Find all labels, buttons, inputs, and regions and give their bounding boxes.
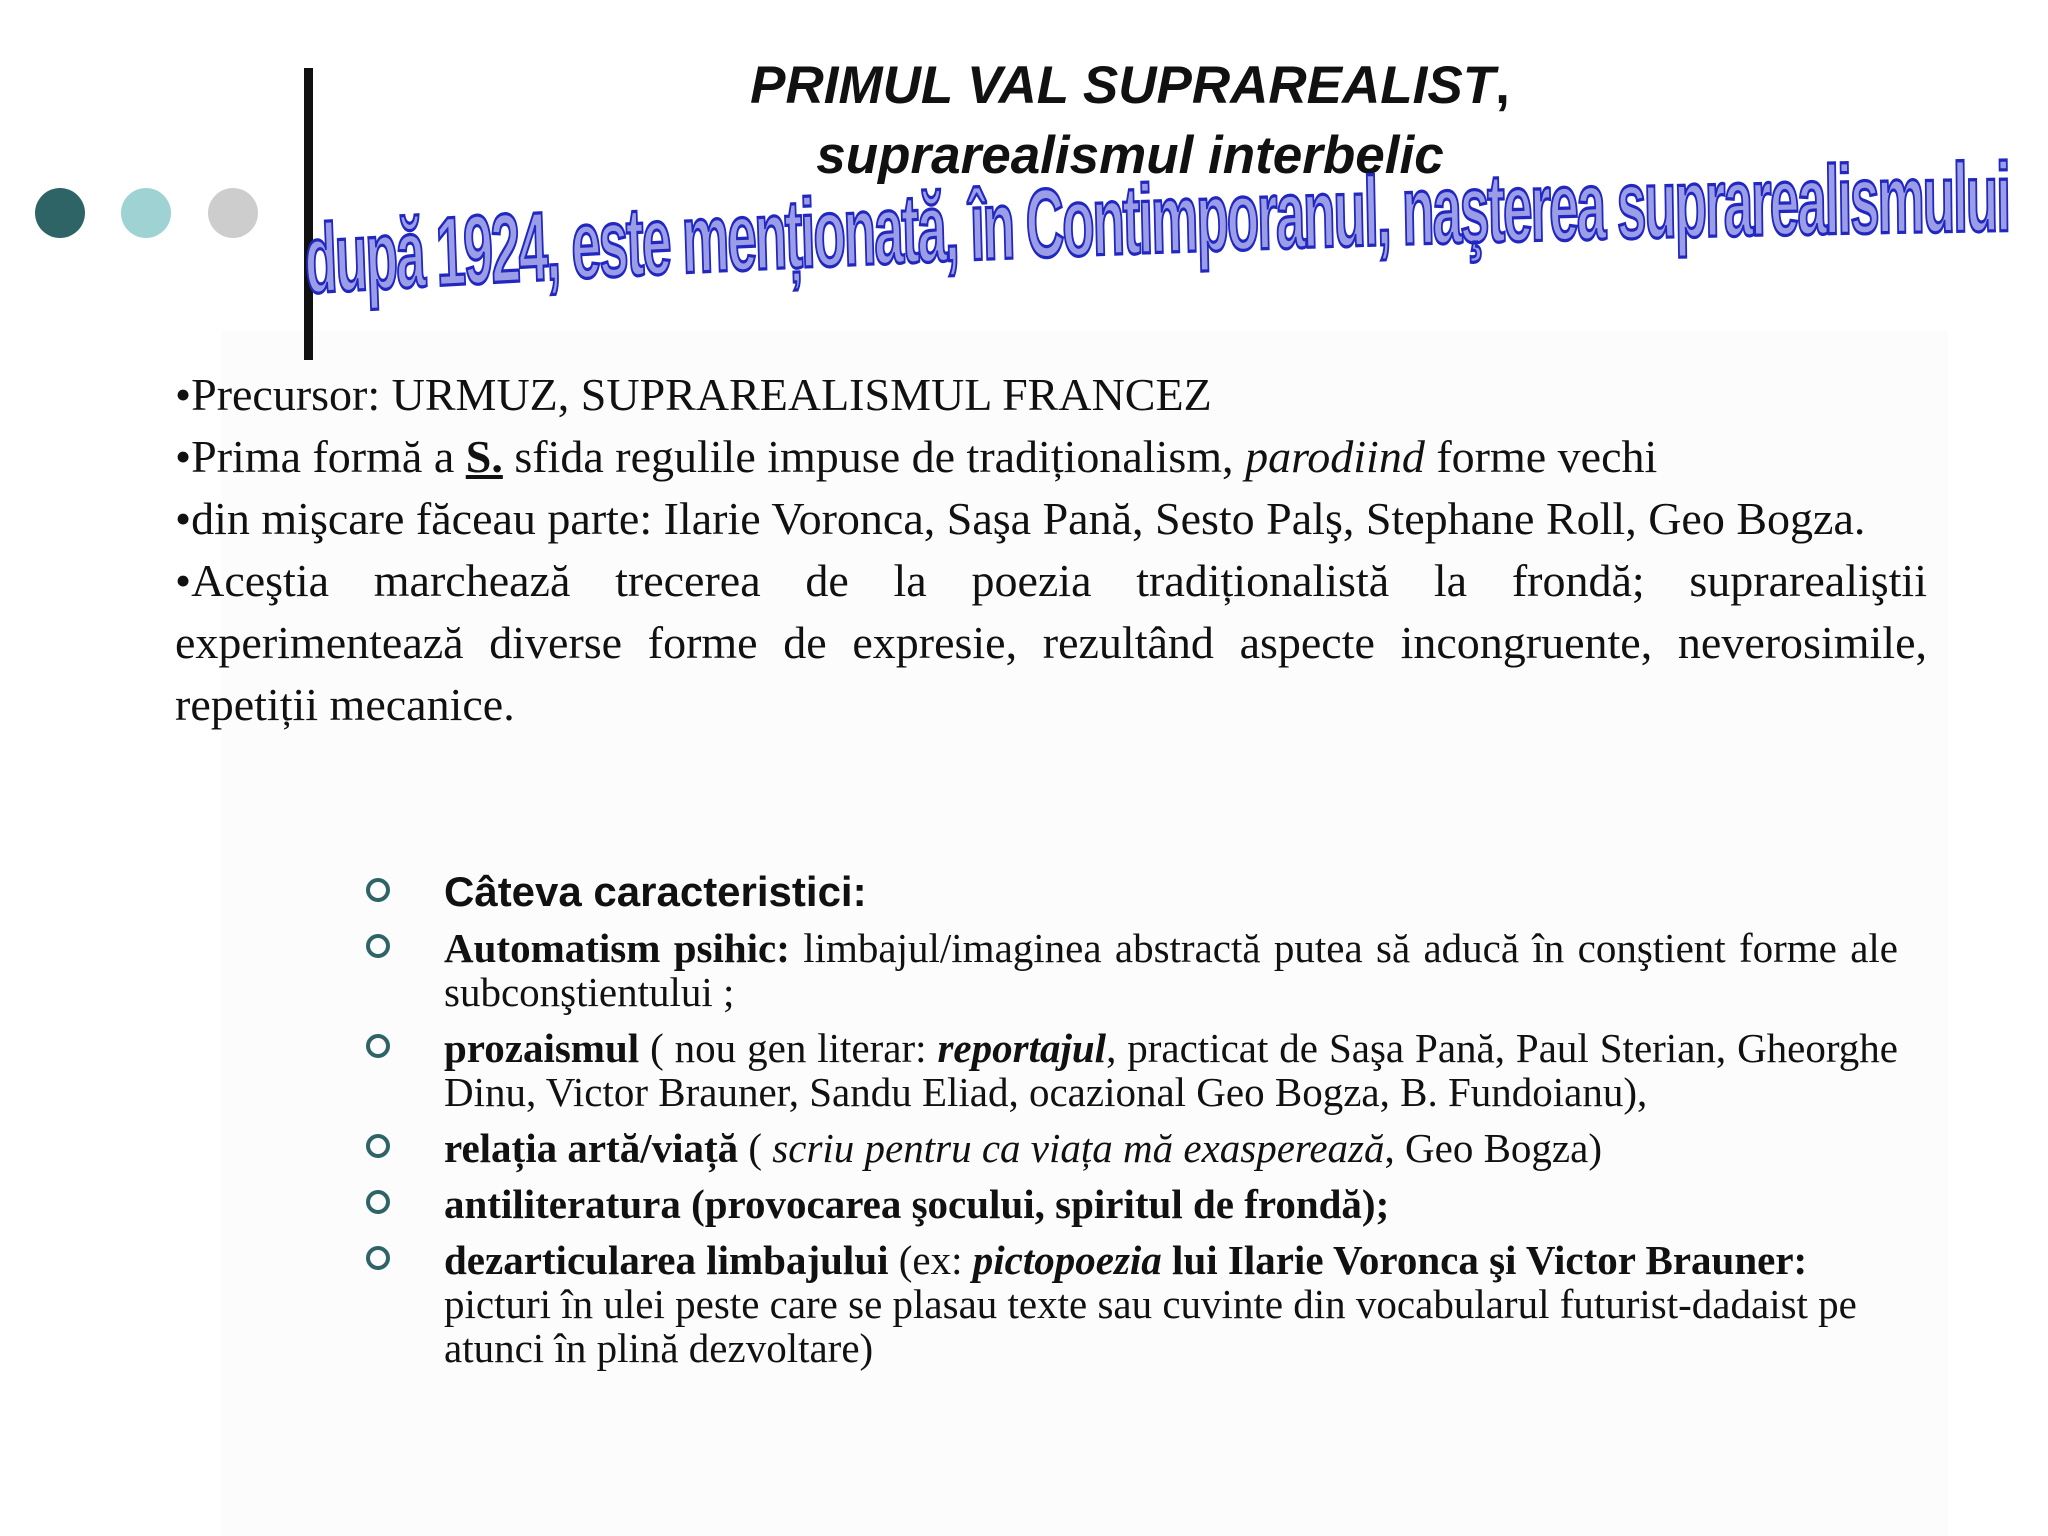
paragraph-prima-forma (175, 426, 1927, 488)
decor-dot-dark (35, 188, 85, 238)
p2-parodiind: parodiind (1245, 431, 1425, 482)
ring-bullet-icon (366, 1034, 390, 1058)
list-item (364, 1126, 1898, 1170)
slide-subtitle: suprarealismul interbelic (816, 126, 1444, 185)
slide-title (560, 56, 1700, 116)
paragraph-precursor: •Precursor: URMUZ, SUPRAREALISMUL FRANCEZ (175, 369, 1212, 420)
paragraph-acestia: •Aceştia marchează trecerea de la poezia tradiționalistă la frondă; suprarealiştii experimentează diverse forme de expresie, rezultând aspecte incongruente, neverosimile, repetiții mecanice. (175, 555, 1927, 730)
list-item (364, 1238, 1898, 1370)
c1-text: limbajul/imaginea abstractă putea să aducă în conştient forme ale subconştientului ; (444, 925, 1898, 1015)
c5-text-b: picturi în ulei peste care se plasau texte sau cuvinte din vocabularul futurist-dadaist pe atunci în plină dezvoltare) (444, 1281, 1857, 1371)
wordart-text (302, 142, 2016, 314)
ring-bullet-icon (366, 1246, 390, 1270)
c3-text-a: ( (738, 1125, 773, 1171)
c1-term: Automatism psihic: (444, 925, 790, 971)
characteristics-heading: Câteva caracteristici: (444, 868, 867, 915)
p2-text-a: •Prima formă a (175, 431, 466, 482)
c5-term: dezarticularea limbajului (444, 1237, 889, 1283)
c2-text-a: ( nou gen literar: (639, 1025, 938, 1071)
c5-authors: lui Ilarie Voronca şi Victor Brauner: (1161, 1237, 1808, 1283)
p2-s-abbrev: S. (465, 431, 503, 482)
c3-text-b: , Geo Bogza) (1384, 1125, 1602, 1171)
c3-quote: scriu pentru ca viața mă exasperează (772, 1125, 1385, 1171)
c2-text-b: , practicat de Saşa Pană, Paul Sterian, Gheorghe Dinu, Victor Brauner, Sandu Eliad, ocazional Geo Bogza, B. Fundoianu), (444, 1025, 1898, 1115)
c5-pictopoezia: pictopoezia (972, 1237, 1162, 1283)
ring-bullet-icon (366, 878, 390, 902)
title-comma: , (1495, 56, 1510, 115)
ring-bullet-icon (366, 1134, 390, 1158)
main-text (175, 364, 1927, 736)
p2-text-e: forme vechi (1424, 431, 1658, 482)
ring-bullet-icon (366, 934, 390, 958)
decor-dot-gray (208, 188, 258, 238)
list-item (364, 870, 1898, 914)
wordart-textpath: după 1924, este menționată, în Contimporanul, naşterea suprarealismului (302, 142, 2016, 314)
title-line-1: PRIMUL VAL SUPRAREALIST (750, 56, 1496, 115)
list-item (364, 1182, 1898, 1226)
c2-reportajul: reportajul (937, 1025, 1107, 1071)
list-item (364, 1026, 1898, 1114)
c3-term: relația artă/viață (444, 1125, 739, 1171)
c4-term: antiliteratura (provocarea şocului, spiritul de frondă); (444, 1181, 1390, 1227)
list-item (364, 926, 1898, 1014)
decor-dot-light (121, 188, 171, 238)
paragraph-members: •din mişcare făceau parte: Ilarie Voronca, Saşa Pană, Sesto Palş, Stephane Roll, Geo Bogza. (175, 493, 1866, 544)
p2-text-c: sfida regulile impuse de tradiționalism, (502, 431, 1246, 482)
c5-text-a: (ex: (888, 1237, 973, 1283)
ring-bullet-icon (366, 1190, 390, 1214)
characteristics-list (364, 870, 1898, 1382)
c2-term: prozaismul (444, 1025, 640, 1071)
